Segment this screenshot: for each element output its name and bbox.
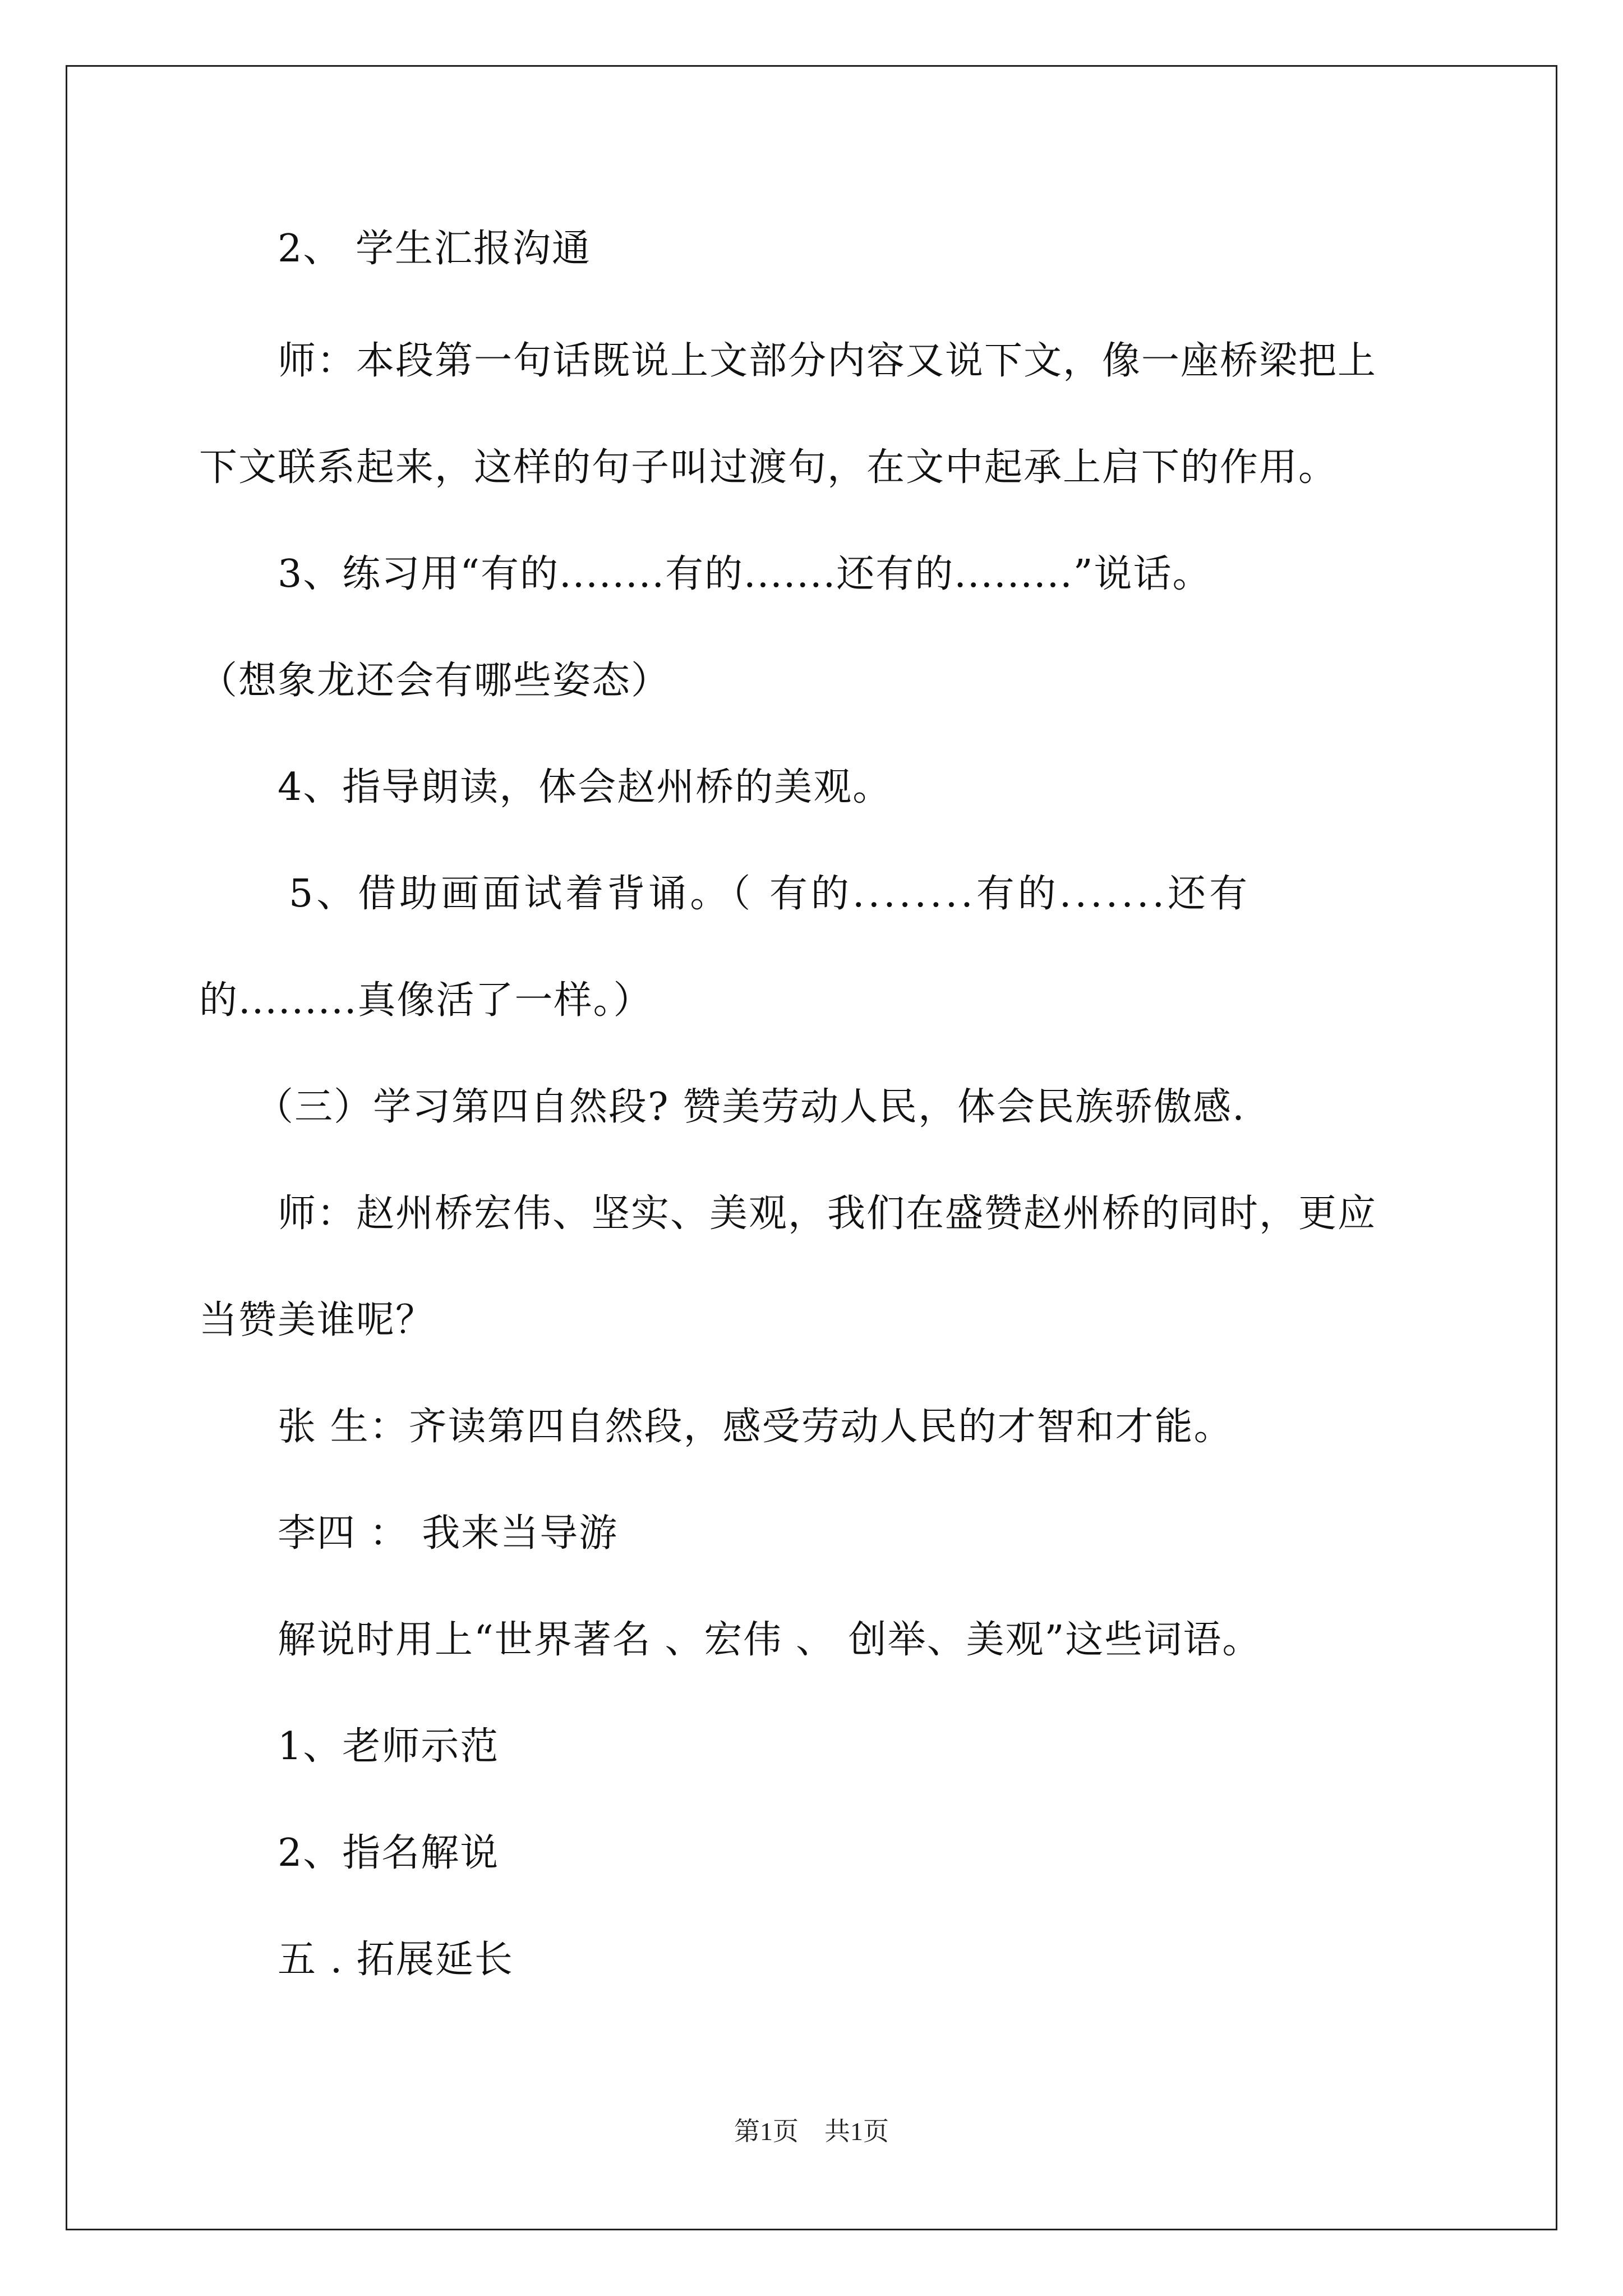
list-item-named-explanation: 2、指名解说 bbox=[278, 1831, 500, 1875]
section-heading-fourth-paragraph: （三）学习第四自然段? 赞美劳动人民，体会民族骄傲感. bbox=[255, 1085, 1246, 1129]
paragraph-teacher-question-line-1: 师：赵州桥宏伟、坚实、美观，我们在盛赞赵州桥的同时，更应 bbox=[278, 1191, 1377, 1236]
paragraph-guided-reading: 4、指导朗读，体会赵州桥的美观。 bbox=[278, 765, 892, 809]
paragraph-li-si: 李四 ： 我来当导游 bbox=[278, 1511, 619, 1556]
paragraph-recite-line-1: 5、借助画面试着背诵。（ 有的........有的.......还有 bbox=[289, 872, 1251, 916]
paragraph-teacher-question-line-2: 当赞美谁呢？ bbox=[199, 1298, 435, 1342]
paragraph-transition-line-1: 师：本段第一句话既说上文部分内容又说下文，像一座桥梁把上 bbox=[278, 339, 1377, 383]
paragraph-explanation-words: 解说时用上“世界著名 、宏伟 、 创举、美观”这些词语。 bbox=[278, 1618, 1262, 1662]
section-heading-extension: 五 . 拓展延长 bbox=[278, 1938, 514, 1982]
list-item-teacher-demo: 1、老师示范 bbox=[278, 1724, 500, 1769]
heading-student-report: 2、 学生汇报沟通 bbox=[278, 227, 591, 271]
page-footer: 第1页 共1页 bbox=[734, 2117, 889, 2146]
paragraph-practice-line-2: （想象龙还会有哪些姿态） bbox=[199, 659, 671, 703]
paragraph-zhang-sheng: 张 生：齐读第四自然段，感受劳动人民的才智和才能。 bbox=[278, 1405, 1233, 1449]
paragraph-recite-line-2: 的.........真像活了一样。） bbox=[199, 978, 653, 1023]
paragraph-transition-line-2: 下文联系起来，这样的句子叫过渡句，在文中起承上启下的作用。 bbox=[199, 445, 1338, 490]
page-border bbox=[66, 65, 1557, 2230]
paragraph-practice-line-1: 3、练习用“有的........有的.......还有的.........”说话。 bbox=[278, 552, 1212, 596]
